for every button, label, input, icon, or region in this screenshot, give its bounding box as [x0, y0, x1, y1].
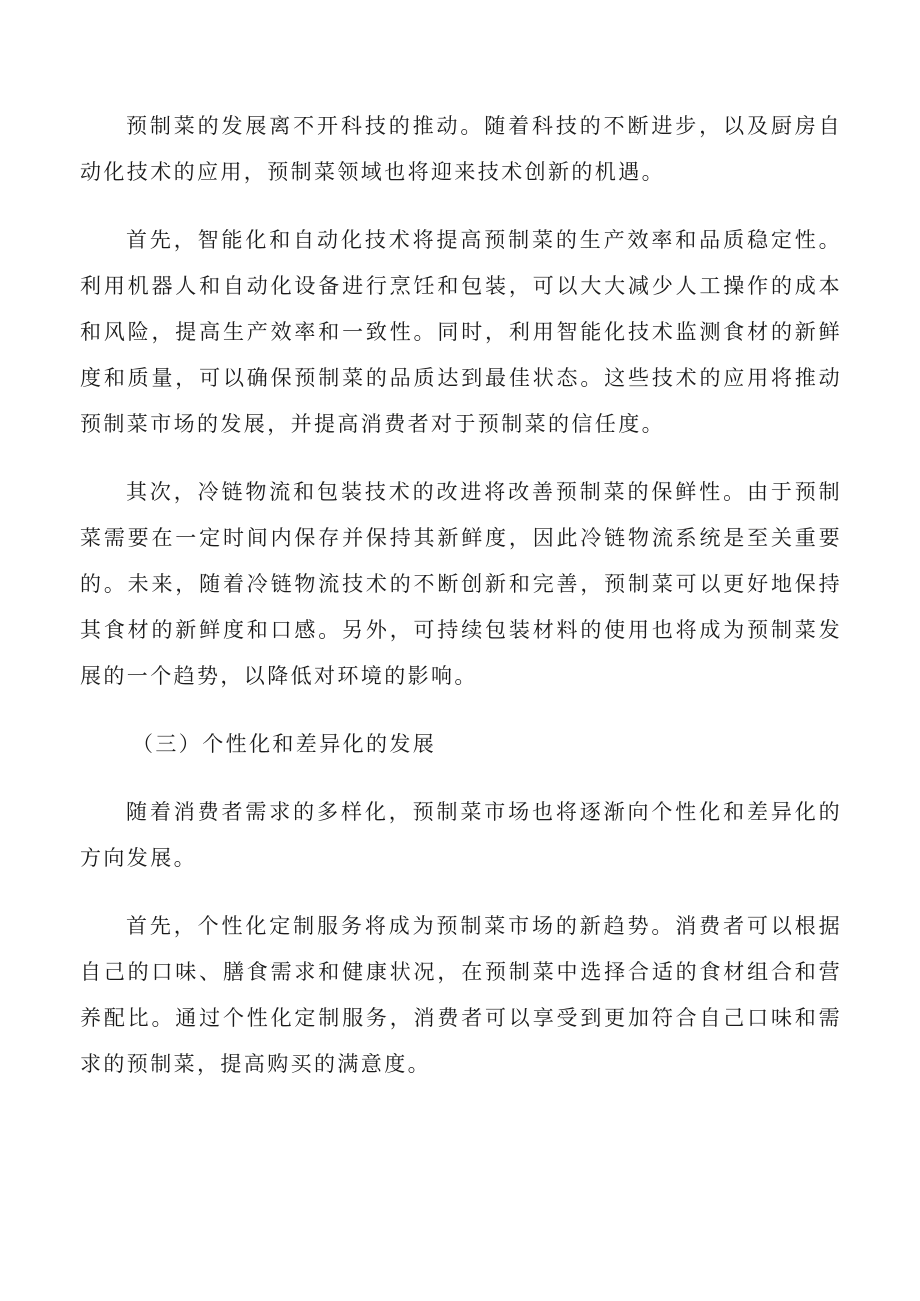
document-page — [80, 103, 842, 1109]
section-heading: （三）个性化和差异化的发展 — [132, 732, 437, 756]
paragraph-customization: 首先，个性化定制服务将成为预制菜市场的新趋势。消费者可以根据自己的口味、膳食需求和健康状况，在预制菜中选择合适的食材组合和营养配比。通过个性化定制服务，消费者可以享受到更加符合自己口味和需求的预制菜，提高购买的满意度。 — [80, 914, 842, 1076]
paragraph-cold-chain: 其次，冷链物流和包装技术的改进将改善预制菜的保鲜性。由于预制菜需要在一定时间内保存并保持其新鲜度，因此冷链物流系统是至关重要的。未来，随着冷链物流技术的不断创新和完善，预制菜可以更好地保持其食材的新鲜度和口感。另外，可持续包装材料的使用也将成为预制菜发展的一个趋势，以降低对环境的影响。 — [80, 480, 842, 688]
paragraph-automation: 首先，智能化和自动化技术将提高预制菜的生产效率和品质稳定性。利用机器人和自动化设备进行烹饪和包装，可以大大减少人工操作的成本和风险，提高生产效率和一致性。同时，利用智能化技术监测食材的新鲜度和质量，可以确保预制菜的品质达到最佳状态。这些技术的应用将推动预制菜市场的发展，并提高消费者对于预制菜的信任度。 — [80, 228, 842, 436]
paragraph-tech-intro: 预制菜的发展离不开科技的推动。随着科技的不断进步，以及厨房自动化技术的应用，预制菜领域也将迎来技术创新的机遇。 — [80, 114, 842, 184]
paragraph-personalization-intro: 随着消费者需求的多样化，预制菜市场也将逐渐向个性化和差异化的方向发展。 — [80, 800, 842, 870]
